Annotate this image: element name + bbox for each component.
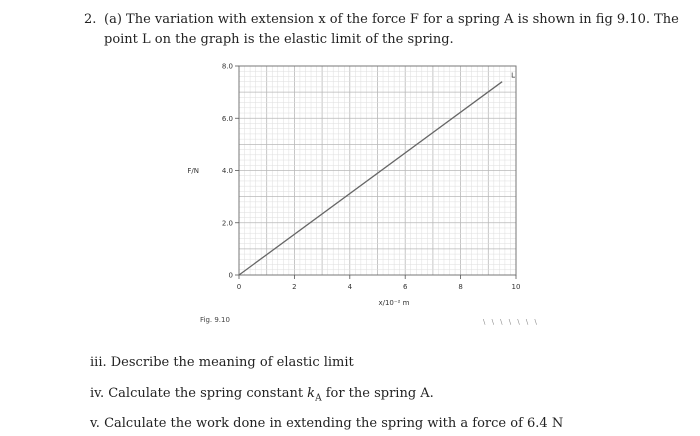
sub-question-v	[90, 415, 563, 433]
y-tick-label: 0	[228, 271, 233, 280]
sub-question-text: Calculate the work done in extending the spring with a force of 6.4 N	[104, 416, 564, 431]
elastic-limit-label: L	[511, 71, 516, 80]
sub-question-label: v.	[90, 416, 100, 431]
sub-question-iii	[90, 354, 354, 372]
question-number: 2.	[84, 12, 97, 27]
x-tick-label: 4	[347, 283, 353, 291]
sub-question-label: iv.	[90, 386, 105, 401]
sub-question-label: iii.	[90, 355, 107, 370]
y-tick-label: 6.0	[221, 114, 233, 123]
spring-constant-symbol: k	[307, 386, 316, 401]
series-line-spring-a	[239, 82, 502, 275]
graph-series	[239, 82, 502, 275]
sub-question-text-end: for the spring A.	[321, 386, 434, 401]
decorative-marks: \ \ \ \ \ \ \	[483, 318, 539, 326]
y-tick-label: 4.0	[221, 167, 233, 175]
x-tick-label: 8	[458, 283, 463, 291]
question-intro-text: (a) The variation with extension x of the force F for a spring A is shown in fig 9.10. The point L on the graph is the elastic limit of the spring.	[104, 12, 679, 47]
sub-question-text: Describe the meaning of elastic limit	[110, 355, 354, 370]
sub-question-iv	[90, 385, 434, 408]
spring-constant-subscript: A	[315, 393, 322, 404]
x-tick-label: 6	[402, 283, 408, 291]
y-axis-label: F/N	[187, 167, 199, 175]
graph-grid	[239, 66, 516, 275]
figure-caption: Fig. 9.10	[200, 316, 230, 324]
x-axis-label: x/10⁻² m	[378, 299, 410, 307]
sub-question-text: Calculate the spring constant	[108, 386, 308, 401]
x-tick-label: 10	[511, 283, 521, 291]
y-tick-label: 2.0	[221, 219, 233, 228]
y-tick-label: 8.0	[221, 62, 233, 71]
x-tick-label: 2	[292, 283, 297, 291]
x-tick-label: 0	[236, 283, 242, 291]
